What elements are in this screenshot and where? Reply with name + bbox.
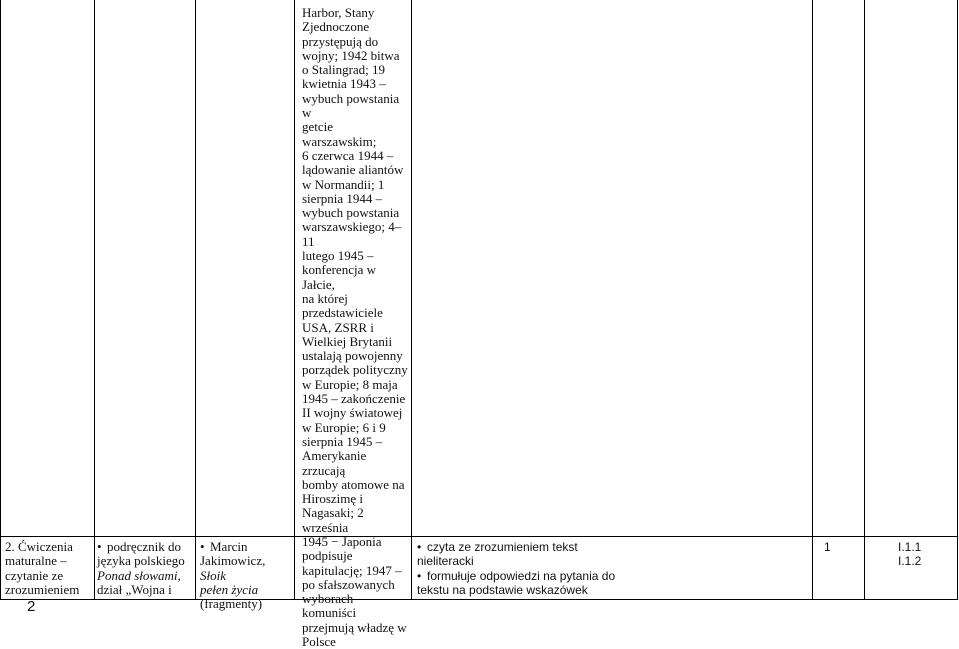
continuation-cell (302, 6, 410, 649)
topic-line: czytanie ze (5, 567, 64, 583)
resource-title: Ponad słowami, (97, 567, 181, 583)
text-line: konferencja w Jałcie, (302, 262, 376, 292)
table-border-right (957, 0, 958, 600)
text-line: ustalają powojenny (302, 348, 403, 364)
text-line: Harbor, Stany (302, 5, 375, 20)
text-line: kwietnia 1943 – (302, 76, 386, 92)
text-line: Polsce (302, 634, 336, 649)
topic-line: 2. Ćwiczenia (5, 539, 73, 554)
text-line: wybuch powstania w (302, 90, 400, 121)
text-line: przejmują władzę w (302, 619, 407, 635)
text-line: bomby atomowe na (302, 476, 405, 492)
resource-line: dział „Wojna i (97, 581, 172, 597)
resource-bullet-item (97, 540, 194, 554)
text-line: wojny; 1942 bitwa (302, 47, 400, 63)
column-divider-3 (294, 0, 295, 600)
text-line: Zjednoczone (302, 19, 370, 35)
outcome-bullet-item (417, 540, 811, 554)
text-line: lądowanie aliantów (302, 162, 404, 178)
text-line: podpisuje (302, 548, 353, 564)
column-divider-4 (411, 0, 412, 600)
column-divider-5 (812, 0, 813, 600)
table-border-bottom (0, 599, 958, 600)
resource-line: języka polskiego (97, 553, 185, 569)
text-line: lutego 1945 – (302, 248, 374, 264)
row-divider (0, 536, 958, 537)
hours-value: 1 (824, 540, 831, 554)
outcome-line: czyta ze zrozumieniem tekst (427, 540, 578, 554)
page-number: 2 (27, 598, 36, 615)
text-line: getcie warszawskim; (302, 119, 377, 149)
column-divider-2 (195, 0, 196, 600)
hours-cell (824, 540, 862, 554)
text-bullet-item (200, 540, 293, 554)
text-line: o Stalingrad; 19 (302, 62, 386, 78)
text-line: Wielkiej Brytanii (302, 333, 393, 349)
text-line: sierpnia 1945 – (302, 433, 383, 449)
text-line: warszawskiego; 4–11 (302, 219, 402, 249)
text-line: po sfałszowanych (302, 576, 395, 592)
requirement-code: I.1.1 (898, 540, 922, 554)
text-line (200, 554, 293, 583)
requirements-cell (898, 540, 956, 569)
requirement-code: I.1.2 (898, 554, 922, 569)
text-line: wyborach komuniści (302, 591, 357, 621)
outcome-line: tekstu na podstawie wskazówek (417, 582, 588, 597)
work-title-cont: pełen życia (200, 581, 259, 597)
text-line: II wojny światowej (302, 405, 403, 421)
text-line: 1945 − Japonia (302, 533, 382, 549)
outcomes-cell (417, 540, 811, 597)
text-line: wybuch powstania (302, 205, 400, 221)
text-line: Amerykanie zrzucają (302, 448, 367, 478)
column-divider-1 (94, 0, 95, 600)
text-line: USA, ZSRR i (302, 319, 374, 335)
text-line: przystępują do (302, 33, 379, 49)
outcome-line: nieliteracki (417, 554, 474, 569)
outcome-bullet-item (417, 569, 811, 583)
topic-line: maturalne – (5, 553, 67, 569)
author-last-name: Jakimowicz, (200, 553, 266, 569)
column-divider-6 (864, 0, 865, 600)
outcome-line: formułuje odpowiedzi na pytania do (427, 568, 616, 583)
text-line: 1945 – zakończenie (302, 391, 406, 407)
text-line: Hiroszimę i (302, 491, 364, 507)
texts-cell (200, 540, 293, 611)
work-title: Słoik (200, 567, 226, 583)
text-line: kapitulację; 1947 – (302, 562, 402, 578)
resource-line: podręcznik do (107, 539, 182, 554)
topic-cell (5, 540, 93, 597)
text-note: (fragmenty) (200, 596, 263, 612)
text-line: przedstawiciele (302, 305, 383, 321)
text-line: sierpnia 1944 – (302, 190, 383, 206)
text-line: w Normandii; 1 (302, 176, 385, 192)
text-line: Nagasaki; 2 września (302, 505, 364, 535)
topic-line: zrozumieniem (5, 581, 80, 597)
text-line: w Europie; 6 i 9 (302, 419, 386, 435)
text-line: w Europie; 8 maja (302, 376, 398, 392)
table-border-left (0, 0, 1, 600)
resources-cell (97, 540, 194, 597)
text-line: na której (302, 290, 348, 306)
text-line: porządek polityczny (302, 362, 408, 378)
text-line: 6 czerwca 1944 – (302, 147, 394, 163)
author-first-name: Marcin (210, 539, 248, 554)
